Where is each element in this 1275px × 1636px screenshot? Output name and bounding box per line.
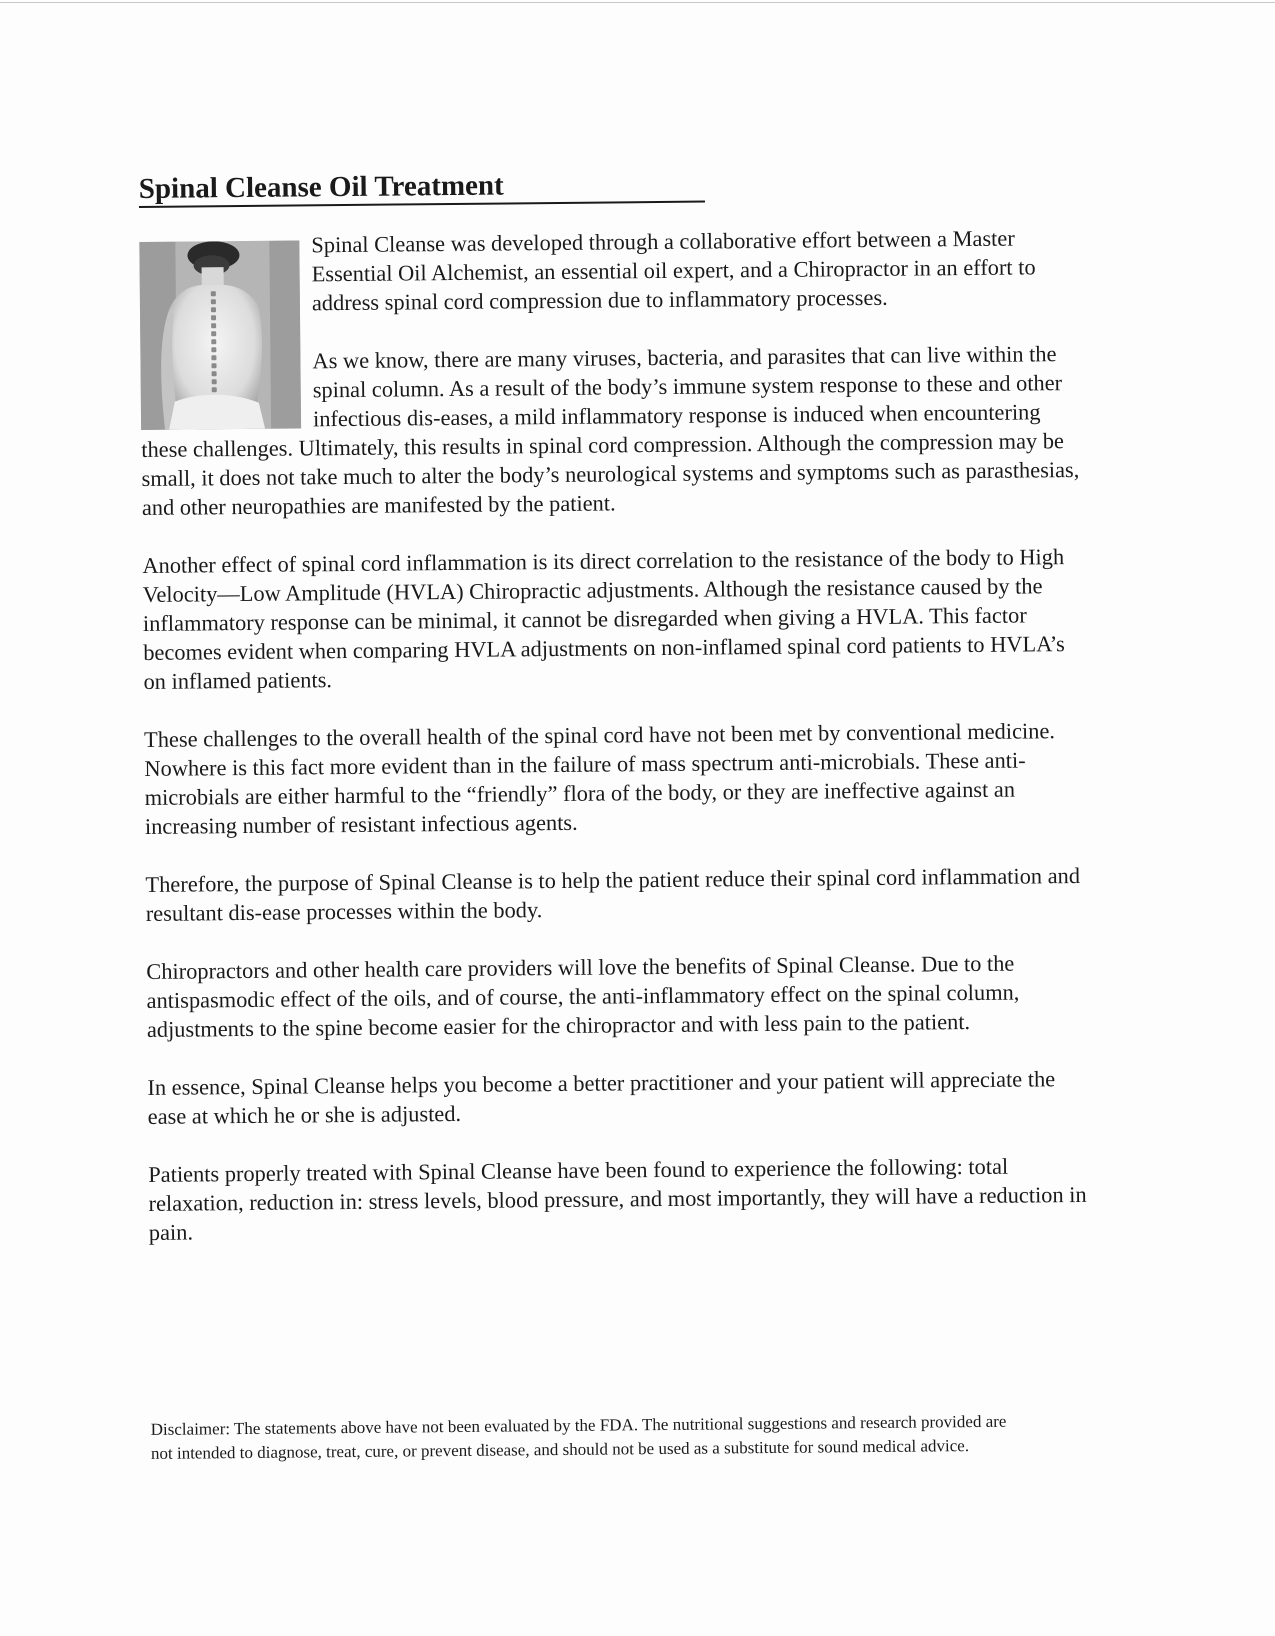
paragraph: Chiropractors and other health care providers will love the benefits of Spinal Cleanse. Due to the antispasmodic effect of the oils, and of course, the anti-inflammatory effect on the spinal column, adjustments to the spine become easier for the chiropractor and with less pain to the patient. xyxy=(146,950,1020,1042)
paragraph: Therefore, the purpose of Spinal Cleanse is to help the patient reduce their spinal cord inflammation and resultant dis-ease processes within the body. xyxy=(145,862,1081,926)
paragraph: Spinal Cleanse was developed through a collaborative effort between a Master Essential Oil Alchemist, an essential oil expert, and a Chiropractor in an effort to address spinal cord compression due to inflammatory processes. xyxy=(311,225,1036,316)
disclaimer: Disclaimer: The statements above have not been evaluated by the FDA. The nutritional suggestions and research provided are not intended to diagnose, treat, cure, or prevent disease, and should not be used as a substitute for sound medical advice. xyxy=(150,1411,1007,1463)
paragraph: In essence, Spinal Cleanse helps you become a better practitioner and your patient will appreciate the ease at which he or she is adjusted. xyxy=(147,1066,1056,1129)
document-body xyxy=(139,223,1089,1276)
paragraph: Patients properly treated with Spinal Cleanse have been found to experience the following: total relaxation, reduction in: stress levels, blood pressure, and most importantly, they will have a reduction in pain. xyxy=(148,1153,1087,1245)
paragraph: As we know, there are many viruses, bacteria, and parasites that can live within the spinal column. As a result of the body’s immune system response to these and other infectious dis-eases, a mild inflammatory response is induced when encountering these challenges. Ultimately, this results in spinal cord compression. Although the compression may be small, it does not take much to alter the body’s neurological systems and symptoms such as parasthesias, and other neuropathies are manifested by the patient. xyxy=(141,341,1080,520)
paragraph: Another effect of spinal cord inflammation is its direct correlation to the resistance of the body to High Velocity—Low Amplitude (HVLA) Chiropractic adjustments. Although the resistance caused by the inflammatory response can be minimal, it cannot be disregarded when giving a HVLA. This factor becomes evident when comparing HVLA adjustments on non-inflamed spinal cord patients to HVLA’s on inflamed patients. xyxy=(142,544,1065,694)
scan-edge-line xyxy=(0,2,1275,3)
image-wrap-spacer xyxy=(139,230,313,428)
paragraph: These challenges to the overall health of the spinal cord have not been met by conventional medicine. Nowhere is this fact more evident than in the failure of mass spectrum anti-microbials. These anti-microbials are either harmful to the “friendly” flora of the body, or they are ineffective against an increasing number of resistant infectious agents. xyxy=(143,718,1056,839)
document-title: Spinal Cleanse Oil Treatment xyxy=(139,167,705,208)
